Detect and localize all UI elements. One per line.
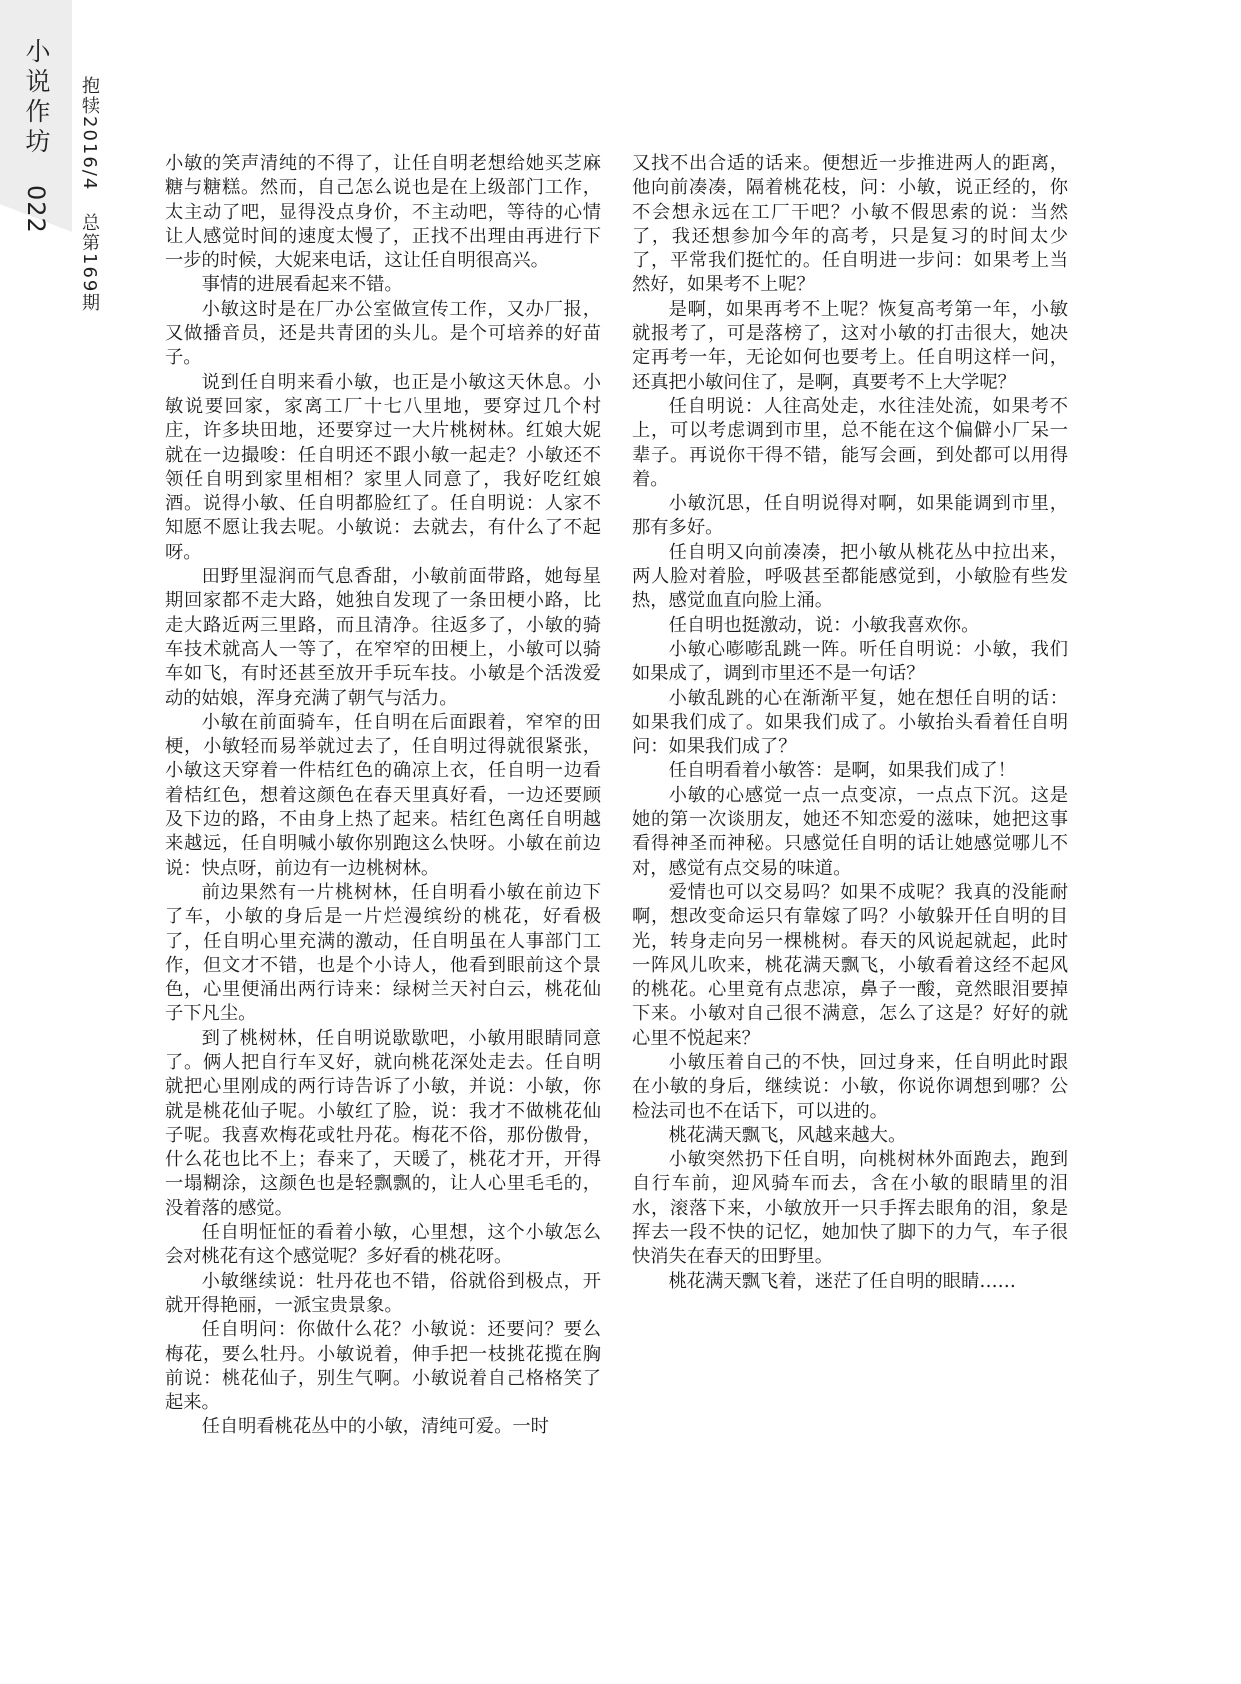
paragraph: 小敏的笑声清纯的不得了，让任自明老想给她买芝麻糖与糖糕。然而，自己怎么说也是在上级部门工作，太主动了吧，显得没点身价，不主动吧，等待的心情让人感觉时间的速度太慢了，正找不出理由再进行下一步的时候，大妮来电话，这让任自明很高兴。 xyxy=(165,153,601,272)
paragraph: 小敏沉思，任自明说得对啊，如果能调到市里，那有多好。 xyxy=(632,493,1068,539)
section-title: 小说作坊 xyxy=(22,38,51,158)
paragraph: 是啊，如果再考不上呢？恢复高考第一年，小敏就报考了，可是落榜了，这对小敏的打击很大，她决定再考一年，无论如何也要考上。任自明这样一问，还真把小敏问住了，是啊，真要考不上大学呢？ xyxy=(632,298,1068,393)
paragraph: 说到任自明来看小敏，也正是小敏这天休息。小敏说要回家，家离工厂十七八里地，要穿过几个村庄，许多块田地，还要穿过一大片桃树林。红娘大妮就在一边撮唆：任自明还不跟小敏一起走？小敏还不领任自明到家里相相？家里人同意了，我好吃红娘酒。说得小敏、任自明都脸红了。任自明说：人家不知愿不愿让我去呢。小敏说：去就去，有什么了不起呀。 xyxy=(165,371,601,563)
paragraph: 小敏乱跳的心在渐渐平复，她在想任自明的话：如果我们成了。如果我们成了。小敏抬头看着任自明问：如果我们成了？ xyxy=(632,687,1068,758)
paragraph: 小敏压着自己的不快，回过身来，任自明此时跟在小敏的身后，继续说：小敏，你说你调想到哪？公检法司也不在话下，可以进的。 xyxy=(632,1051,1068,1122)
paragraph: 事情的进展看起来不错。 xyxy=(201,274,403,296)
issue-info xyxy=(76,76,102,313)
paragraph: 任自明问：你做什么花？小敏说：还要问？要么梅花，要么牡丹。小敏说着，伸手把一枝挑花揽在胸前说：桃花仙子，别生气啊。小敏说着自己格格笑了起来。 xyxy=(165,1319,601,1414)
paragraph: 小敏这时是在厂办公室做宣传工作，又办厂报，又做播音员，还是共青团的头儿。是个可培养的好苗子。 xyxy=(165,298,601,369)
paragraph: 任自明看着小敏答：是啊，如果我们成了！ xyxy=(668,760,1016,782)
article-column-right xyxy=(632,152,1068,1294)
paragraph: 小敏心嘭嘭乱跳一阵。听任自明说：小敏，我们如果成了，调到市里还不是一句话？ xyxy=(632,638,1068,685)
paragraph: 任自明也挺激动，说：小敏我喜欢你。 xyxy=(668,614,980,636)
paragraph: 小敏突然扔下任自明，向桃树林外面跑去，跑到自行车前，迎风骑车而去，含在小敏的眼睛里的泪水，滚落下来，小敏放开一只手挥去眼角的泪，象是挥去一段不快的记忆，她加快了脚下的力气，车子很快消失在春天的田野里。 xyxy=(632,1149,1068,1268)
paragraph: 桃花满天飘飞着，迷茫了任自明的眼睛…… xyxy=(668,1270,1016,1292)
paragraph: 又找不出合适的话来。便想近一步推进两人的距离，他向前凑凑，隔着桃花枝，问：小敏，说正经的，你不会想永远在工厂干吧？小敏不假思索的说：当然了，我还想参加今年的高考，只是复习的时间太少了，平常我们挺忙的。任自明进一步问：如果考上当然好，如果考不上呢？ xyxy=(632,153,1068,296)
paragraph: 桃花满天飘飞，风越来越大。 xyxy=(668,1124,907,1146)
page-number: 022 xyxy=(22,184,50,234)
article-column-left xyxy=(165,152,601,1440)
paragraph: 爱情也可以交易吗？如果不成呢？我真的没能耐啊，想改变命运只有靠嫁了吗？小敏躲开任自明的目光，转身走向另一棵桃树。春天的风说起就起，此时一阵风儿吹来，桃花满天飘飞，小敏看着这经不起风的桃花。心里竟有点悲凉，鼻子一酸，竟然眼泪要掉下来。小敏对自己很不满意，怎么了这是？好好的就心里不悦起来？ xyxy=(632,881,1068,1049)
paragraph: 小敏在前面骑车，任自明在后面跟着，窄窄的田梗，小敏轻而易举就过去了，任自明过得就很紧张，小敏这天穿着一件桔红色的确凉上衣，任自明一边看着桔红色，想着这颜色在春天里真好看，一边还要顾及下边的路，不由身上热了起来。桔红色离任自明越来越远，任自明喊小敏你别跑这么快呀。小敏在前边说：快点呀，前边有一边桃树林。 xyxy=(165,711,601,879)
paragraph: 小敏继续说：牡丹花也不错，俗就俗到极点，开就开得艳丽，一派宝贵景象。 xyxy=(165,1270,601,1316)
paragraph: 到了桃树林，任自明说歇歇吧，小敏用眼睛同意了。俩人把自行车叉好，就向桃花深处走去。任自明就把心里刚成的两行诗告诉了小敏，并说：小敏，你就是桃花仙子呢。小敏红了脸，说：我才不做桃花仙子呢。我喜欢梅花或牡丹花。梅花不俗，那份傲骨，什么花也比不上；春来了，天暖了，桃花才开，开得一塌糊涂，这颜色也是轻飘飘的，让人心里毛毛的，没着落的感觉。 xyxy=(165,1027,601,1219)
issue-label: 抱犊2016/4 xyxy=(79,76,100,192)
paragraph: 任自明说：人往高处走，水往洼处流，如果考不上，可以考虑调到市里，总不能在这个偏僻小厂呆一辈子。再说你干得不错，能写会画，到处都可以用得着。 xyxy=(632,395,1068,490)
paragraph: 任自明怔怔的看着小敏，心里想，这个小敏怎么会对桃花有这个感觉呢？多好看的桃花呀。 xyxy=(165,1222,601,1268)
paragraph: 前边果然有一片桃树林，任自明看小敏在前边下了车，小敏的身后是一片烂漫缤纷的桃花，好看极了，任自明心里充满的激动，任自明虽在人事部门工作，但文才不错，也是个小诗人，他看到眼前这个景色，心里便涌出两行诗来：绿树兰天衬白云，桃花仙子下凡尘。 xyxy=(165,881,601,1025)
total-issue-label: 总第169期 xyxy=(79,213,100,314)
paragraph: 小敏的心感觉一点一点变凉，一点点下沉。这是她的第一次谈朋友，她还不知恋爱的滋味，她把这事看得神圣而神秘。只感觉任自明的话让她感觉哪儿不对，感觉有点交易的味道。 xyxy=(632,784,1068,879)
paragraph: 田野里湿润而气息香甜，小敏前面带路，她每星期回家都不走大路，她独自发现了一条田梗小路，比走大路近两三里路，而且清净。往返多了，小敏的骑车技术就高人一等了，在窄窄的田梗上，小敏可以骑车如飞，有时还甚至放开手玩车技。小敏是个活泼爱动的姑娘，浑身充满了朝气与活力。 xyxy=(165,566,601,709)
paragraph: 任自明看桃花丛中的小敏，清纯可爱。一时 xyxy=(201,1416,549,1438)
paragraph: 任自明又向前凑凑，把小敏从桃花丛中拉出来，两人脸对着脸，呼吸甚至都能感觉到，小敏脸有些发热，感觉血直向脸上涌。 xyxy=(632,541,1068,612)
section-label xyxy=(18,38,54,234)
